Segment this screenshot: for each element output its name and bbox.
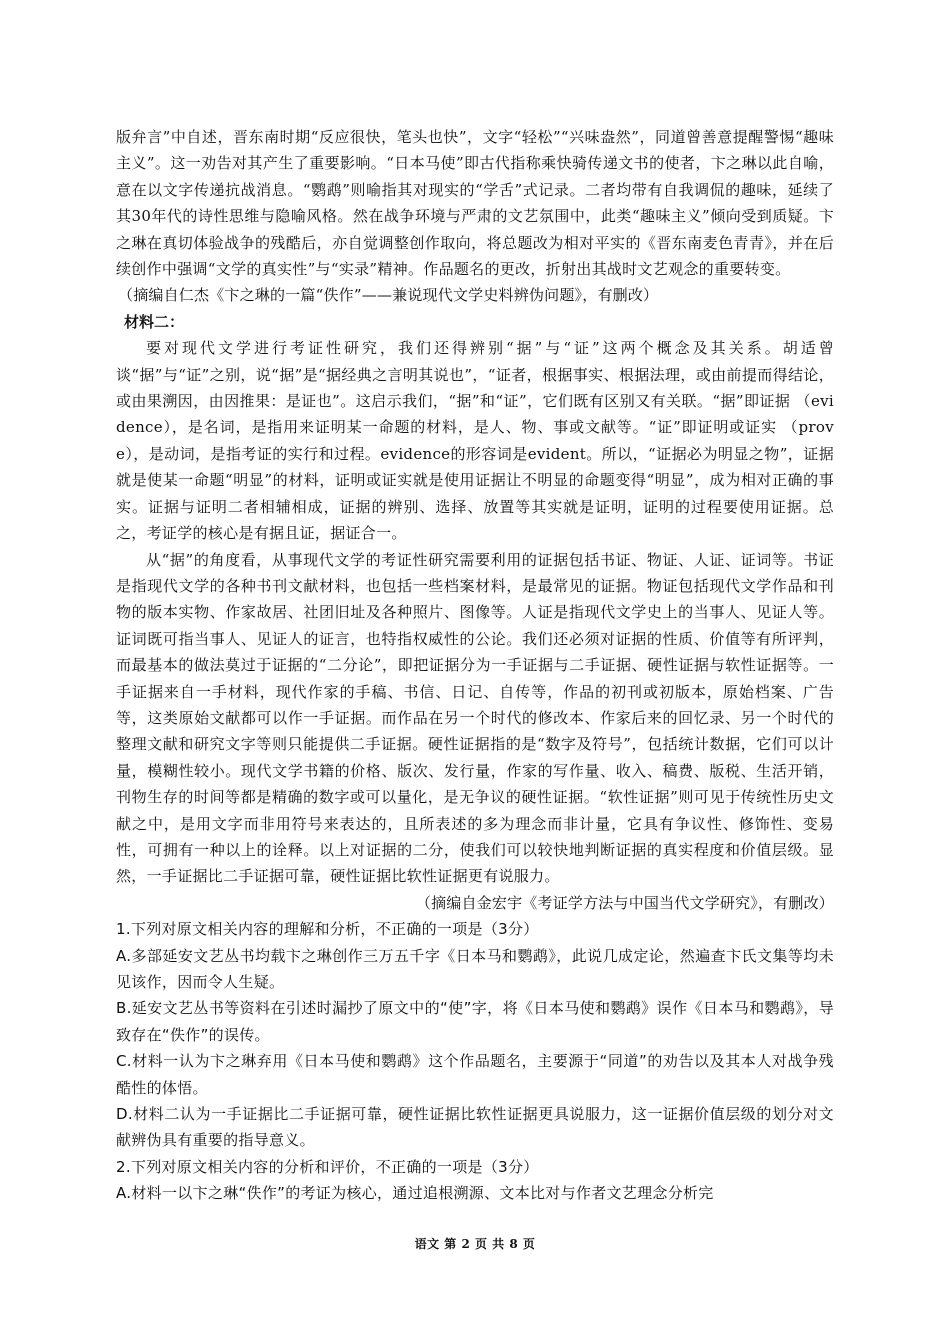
material1-source: （摘编自仁杰《卞之琳的一篇“佚作”——兼说现代文学史料辨伪问题》，有删改） [118, 286, 659, 305]
material1-paragraph: 版弁言”中自述，晋东南时期“反应很快，笔头也快”，文字“轻松”“兴味盎然”，同道曾善意提醒警惕“趣味主义”。这一劝告对其产生了重要影响。“日本马使”即古代指称乘快骑传递文书的使者，卞之琳以此自喻，意在以文字传递抗战消息。“鹦鹉”则喻指其对现实的“学舌”式记录。二者均带有自我调侃的趣味，延续了其30年代的诗性思维与隐喻风格。然在战争环境与严肃的文艺氛围中，此类“趣味主义”倾向受到质疑。卞之琳在真切体验战争的残酷后，亦自觉调整创作取向，将总题改为相对平实的《晋东南麦色青青》，并在后续创作中强调“文学的真实性”与“实录”精神。作品题名的更改，折射出其战时文艺观念的重要转变。 [116, 128, 834, 279]
material2-heading: 材料二： [124, 312, 185, 331]
material2-paragraph-1: 要对现代文学进行考证性研究，我们还得辨别“据”与“证”这两个概念及其关系。胡适曾谈“据”与“证”之别，说“据”是“据经典之言明其说也”，“证者，根据事实、根据法理，或由前提而得结论，或由果溯因，由因推果：是证也”。这启示我们，“据”和“证”，它们既有区别又有关联。“据”即证据 （evidence），是名词，是指用来证明某一命题的材料，是人、物、事或文献等。“证”即证明或证实 （prove），是动词，是指考证的实行和过程。evidence的形容词是evident。所以，“证据必为明显之物”，证据就是使某一命题“明显”的材料，证明或证实就是使用证据让不明显的命题变得“明显”，成为相对正确的事实。证据与证明二者相辅相成，证据的辨别、选择、放置等其实就是证明，证明的过程要使用证据。总之，考证学的核心是有据且证，据证合一。 [116, 339, 834, 543]
question2-stem: 2.下列对原文相关内容的分析和评价，不正确的一项是（3分） [116, 1157, 539, 1176]
page-content [116, 124, 834, 1207]
page-footer: 语文 第 2 页 共 8 页 [414, 1237, 536, 1251]
material2-source: （摘编自金宏宇《考证学方法与中国当代文学研究》，有删改） [415, 893, 834, 912]
question1-option-a: A.多部延安文艺丛书均载卞之琳创作三万五千字《日本马和鹦鹉》，此说几成定论，然遍查卞氏文集等均未见该作，因而令人生疑。 [116, 946, 834, 991]
question2-option-a: A.材料一以卞之琳“佚作”的考证为核心，通过追根溯源、文本比对与作者文艺理念分析完 [116, 1184, 714, 1203]
question1-option-c: C.材料一认为卞之琳弃用《日本马使和鹦鹉》这个作品题名，主要源于“同道”的劝告以及其本人对战争残酷性的体悟。 [116, 1052, 834, 1097]
question1-option-d: D.材料二认为一手证据比二手证据可靠，硬性证据比软性证据更具说服力，这一证据价值层级的划分对文献辨伪具有重要的指导意义。 [116, 1105, 834, 1150]
question1-stem: 1.下列对原文相关内容的理解和分析，不正确的一项是（3分） [116, 920, 539, 939]
question1-option-b: B.延安文艺丛书等资料在引述时漏抄了原文中的“使”字，将《日本马使和鹦鹉》误作《日本马和鹦鹉》，导致存在“佚作”的误传。 [116, 999, 834, 1044]
material2-paragraph-2: 从“据”的角度看，从事现代文学的考证性研究需要利用的证据包括书证、物证、人证、证词等。书证是指现代文学的各种书刊文献材料，也包括一些档案材料，是最常见的证据。物证包括现代文学作品和刊物的版本实物、作家故居、社团旧址及各种照片、图像等。人证是指现代文学史上的当事人、见证人等。证词既可指当事人、见证人的证言，也特指权威性的公论。我们还必须对证据的性质、价值等有所评判，而最基本的做法莫过于证据的“二分论”，即把证据分为一手证据与二手证据、硬性证据与软性证据等。一手证据来自一手材料，现代作家的手稿、书信、日记、自传等，作品的初刊或初版本，原始档案、广告等，这类原始文献都可以作一手证据。而作品在另一个时代的修改本、作家后来的回忆录、另一个时代的整理文献和研究文字等则只能提供二手证据。硬性证据指的是“数字及符号”，包括统计数据，它们可以计量，模糊性较小。现代文学书籍的价格、版次、发行量，作家的写作量、收入、稿费、版税、生活开销，刊物生存的时间等都是精确的数字或可以量化，是无争议的硬性证据。“软性证据”则可见于传统性历史文献之中，是用文字而非用符号来表达的，且所表述的多为理念而非计量，它具有争议性、修饰性、变易性，可拥有一种以上的诠释。以上对证据的二分，使我们可以较快地判断证据的真实程度和价值层级。显然，一手证据比二手证据可靠，硬性证据比软性证据更有说服力。 [116, 550, 834, 886]
